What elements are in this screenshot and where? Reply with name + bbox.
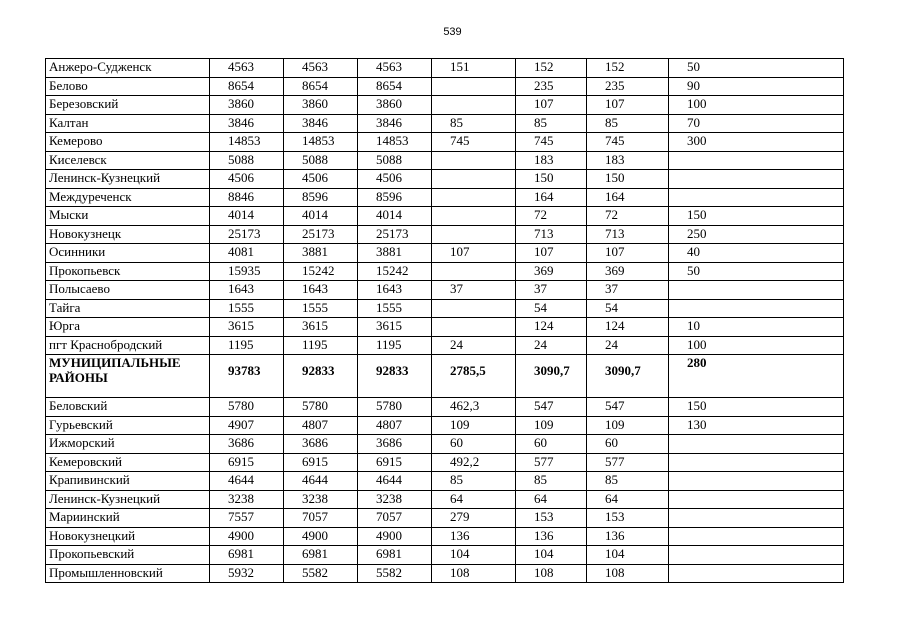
value-cell: 4644: [284, 472, 358, 491]
value-cell: 151: [432, 59, 516, 78]
row-name-cell: Юрга: [46, 318, 210, 337]
data-table: [45, 58, 844, 583]
value-cell: 3615: [358, 318, 432, 337]
value-cell: 6915: [358, 453, 432, 472]
value-cell: 60: [587, 435, 669, 454]
value-cell: 4014: [284, 207, 358, 226]
value-cell: 3860: [284, 96, 358, 115]
value-cell: 3238: [358, 490, 432, 509]
value-cell: 124: [587, 318, 669, 337]
value-cell: 300: [669, 133, 844, 152]
value-cell: 164: [516, 188, 587, 207]
value-cell: 369: [516, 262, 587, 281]
value-cell: 108: [516, 564, 587, 583]
value-cell: 4807: [358, 416, 432, 435]
value-cell: [432, 151, 516, 170]
row-name-cell: Кемеровский: [46, 453, 210, 472]
value-cell: 92833: [358, 355, 432, 398]
row-name-cell: Мыски: [46, 207, 210, 226]
section-row: [46, 355, 844, 398]
value-cell: 107: [587, 244, 669, 263]
table-row: [46, 564, 844, 583]
value-cell: [669, 564, 844, 583]
value-cell: 4807: [284, 416, 358, 435]
value-cell: 100: [669, 96, 844, 115]
value-cell: 14853: [210, 133, 284, 152]
value-cell: 7057: [358, 509, 432, 528]
row-name-cell: Анжеро-Судженск: [46, 59, 210, 78]
value-cell: 107: [432, 244, 516, 263]
table-row: [46, 299, 844, 318]
value-cell: [669, 188, 844, 207]
value-cell: 85: [432, 114, 516, 133]
value-cell: 4900: [210, 527, 284, 546]
value-cell: 64: [432, 490, 516, 509]
value-cell: 462,3: [432, 398, 516, 417]
value-cell: 15242: [358, 262, 432, 281]
value-cell: 1195: [284, 336, 358, 355]
table-row: [46, 509, 844, 528]
value-cell: 107: [516, 96, 587, 115]
value-cell: 150: [516, 170, 587, 189]
row-name-cell: Ленинск-Кузнецкий: [46, 490, 210, 509]
value-cell: 50: [669, 262, 844, 281]
value-cell: 8596: [358, 188, 432, 207]
value-cell: 104: [516, 546, 587, 565]
value-cell: 235: [516, 77, 587, 96]
value-cell: [432, 170, 516, 189]
value-cell: 136: [516, 527, 587, 546]
value-cell: 4563: [210, 59, 284, 78]
value-cell: 64: [587, 490, 669, 509]
value-cell: 3090,7: [587, 355, 669, 398]
row-name-cell: Крапивинский: [46, 472, 210, 491]
value-cell: 5932: [210, 564, 284, 583]
table-row: [46, 490, 844, 509]
value-cell: 109: [587, 416, 669, 435]
table-row: [46, 472, 844, 491]
value-cell: 250: [669, 225, 844, 244]
value-cell: 54: [587, 299, 669, 318]
value-cell: [432, 188, 516, 207]
value-cell: [669, 281, 844, 300]
value-cell: [669, 151, 844, 170]
value-cell: 153: [587, 509, 669, 528]
value-cell: 108: [432, 564, 516, 583]
value-cell: 104: [587, 546, 669, 565]
value-cell: 1643: [358, 281, 432, 300]
table-row: [46, 207, 844, 226]
value-cell: 92833: [284, 355, 358, 398]
value-cell: 4644: [358, 472, 432, 491]
row-name-cell: Ленинск-Кузнецкий: [46, 170, 210, 189]
value-cell: 25173: [210, 225, 284, 244]
value-cell: 4900: [284, 527, 358, 546]
row-name-cell: МУНИЦИПАЛЬНЫЕ РАЙОНЫ: [46, 355, 210, 398]
value-cell: 713: [516, 225, 587, 244]
row-name-cell: Тайга: [46, 299, 210, 318]
value-cell: 37: [432, 281, 516, 300]
value-cell: 3238: [210, 490, 284, 509]
row-name-cell: Междуреченск: [46, 188, 210, 207]
value-cell: 150: [669, 398, 844, 417]
value-cell: [432, 77, 516, 96]
table-row: [46, 244, 844, 263]
value-cell: 3686: [210, 435, 284, 454]
value-cell: 150: [669, 207, 844, 226]
value-cell: 492,2: [432, 453, 516, 472]
table-row: [46, 527, 844, 546]
value-cell: 72: [587, 207, 669, 226]
value-cell: 5088: [284, 151, 358, 170]
value-cell: 107: [516, 244, 587, 263]
page-number: 539: [443, 26, 462, 38]
table-row: [46, 114, 844, 133]
value-cell: 85: [516, 114, 587, 133]
value-cell: 3860: [210, 96, 284, 115]
value-cell: 3090,7: [516, 355, 587, 398]
value-cell: 164: [587, 188, 669, 207]
value-cell: 15242: [284, 262, 358, 281]
row-name-cell: Гурьевский: [46, 416, 210, 435]
value-cell: 3686: [284, 435, 358, 454]
value-cell: 2785,5: [432, 355, 516, 398]
row-name-cell: Осинники: [46, 244, 210, 263]
value-cell: 153: [516, 509, 587, 528]
value-cell: 4506: [358, 170, 432, 189]
value-cell: [432, 318, 516, 337]
value-cell: 107: [587, 96, 669, 115]
value-cell: 90: [669, 77, 844, 96]
value-cell: 54: [516, 299, 587, 318]
row-name-cell: Березовский: [46, 96, 210, 115]
value-cell: 109: [432, 416, 516, 435]
table-row: [46, 262, 844, 281]
value-cell: 1643: [284, 281, 358, 300]
value-cell: 4014: [358, 207, 432, 226]
value-cell: 24: [587, 336, 669, 355]
table-row: [46, 398, 844, 417]
value-cell: 4506: [210, 170, 284, 189]
table-row: [46, 96, 844, 115]
table-row: [46, 336, 844, 355]
value-cell: 152: [516, 59, 587, 78]
value-cell: 3615: [284, 318, 358, 337]
table-row: [46, 435, 844, 454]
value-cell: 124: [516, 318, 587, 337]
value-cell: 25173: [284, 225, 358, 244]
value-cell: 547: [516, 398, 587, 417]
value-cell: 7057: [284, 509, 358, 528]
value-cell: 108: [587, 564, 669, 583]
value-cell: [669, 435, 844, 454]
table-body: [46, 59, 844, 583]
value-cell: 85: [587, 472, 669, 491]
value-cell: [669, 527, 844, 546]
value-cell: 4081: [210, 244, 284, 263]
value-cell: 235: [587, 77, 669, 96]
value-cell: [432, 262, 516, 281]
value-cell: 183: [587, 151, 669, 170]
value-cell: [669, 509, 844, 528]
value-cell: [669, 546, 844, 565]
value-cell: 183: [516, 151, 587, 170]
row-name-cell: Прокопьевский: [46, 546, 210, 565]
table-row: [46, 546, 844, 565]
row-name-cell: Белово: [46, 77, 210, 96]
row-name-cell: Полысаево: [46, 281, 210, 300]
value-cell: 577: [516, 453, 587, 472]
value-cell: 100: [669, 336, 844, 355]
value-cell: [669, 170, 844, 189]
value-cell: 1195: [358, 336, 432, 355]
row-name-cell: Новокузнецк: [46, 225, 210, 244]
value-cell: [432, 96, 516, 115]
value-cell: 547: [587, 398, 669, 417]
value-cell: 1555: [210, 299, 284, 318]
value-cell: 60: [432, 435, 516, 454]
value-cell: [432, 225, 516, 244]
row-name-cell: Кемерово: [46, 133, 210, 152]
value-cell: 1643: [210, 281, 284, 300]
value-cell: 3881: [358, 244, 432, 263]
value-cell: 5780: [358, 398, 432, 417]
table-row: [46, 77, 844, 96]
value-cell: 85: [432, 472, 516, 491]
value-cell: 136: [587, 527, 669, 546]
value-cell: 6915: [210, 453, 284, 472]
table-row: [46, 225, 844, 244]
value-cell: 3686: [358, 435, 432, 454]
table-row: [46, 59, 844, 78]
value-cell: 745: [587, 133, 669, 152]
value-cell: 8654: [358, 77, 432, 96]
value-cell: 25173: [358, 225, 432, 244]
value-cell: 37: [516, 281, 587, 300]
row-name-cell: Беловский: [46, 398, 210, 417]
value-cell: 7557: [210, 509, 284, 528]
value-cell: 4506: [284, 170, 358, 189]
value-cell: 6915: [284, 453, 358, 472]
value-cell: 3846: [210, 114, 284, 133]
value-cell: 3881: [284, 244, 358, 263]
value-cell: 3615: [210, 318, 284, 337]
row-name-cell: Прокопьевск: [46, 262, 210, 281]
value-cell: 40: [669, 244, 844, 263]
value-cell: 5088: [210, 151, 284, 170]
value-cell: 3846: [284, 114, 358, 133]
value-cell: 745: [516, 133, 587, 152]
value-cell: [669, 453, 844, 472]
value-cell: 1195: [210, 336, 284, 355]
value-cell: 6981: [210, 546, 284, 565]
table-row: [46, 281, 844, 300]
table-row: [46, 170, 844, 189]
value-cell: [432, 299, 516, 318]
table-row: [46, 151, 844, 170]
value-cell: 85: [516, 472, 587, 491]
table-row: [46, 453, 844, 472]
value-cell: 279: [432, 509, 516, 528]
value-cell: 4907: [210, 416, 284, 435]
value-cell: 4014: [210, 207, 284, 226]
table-row: [46, 416, 844, 435]
value-cell: 150: [587, 170, 669, 189]
value-cell: 1555: [284, 299, 358, 318]
value-cell: 4563: [358, 59, 432, 78]
row-name-cell: Ижморский: [46, 435, 210, 454]
value-cell: 6981: [358, 546, 432, 565]
value-cell: 8596: [284, 188, 358, 207]
value-cell: 14853: [284, 133, 358, 152]
value-cell: 10: [669, 318, 844, 337]
row-name-cell: Новокузнецкий: [46, 527, 210, 546]
table-row: [46, 188, 844, 207]
value-cell: 8846: [210, 188, 284, 207]
value-cell: 4644: [210, 472, 284, 491]
value-cell: 713: [587, 225, 669, 244]
value-cell: 3238: [284, 490, 358, 509]
value-cell: 5582: [358, 564, 432, 583]
table-row: [46, 318, 844, 337]
value-cell: 577: [587, 453, 669, 472]
value-cell: 14853: [358, 133, 432, 152]
value-cell: [669, 490, 844, 509]
value-cell: 24: [432, 336, 516, 355]
value-cell: 3860: [358, 96, 432, 115]
value-cell: 85: [587, 114, 669, 133]
value-cell: 70: [669, 114, 844, 133]
value-cell: 5088: [358, 151, 432, 170]
row-name-cell: Мариинский: [46, 509, 210, 528]
value-cell: 4900: [358, 527, 432, 546]
value-cell: 50: [669, 59, 844, 78]
value-cell: 64: [516, 490, 587, 509]
row-name-cell: Калтан: [46, 114, 210, 133]
value-cell: 3846: [358, 114, 432, 133]
value-cell: 5780: [284, 398, 358, 417]
value-cell: 136: [432, 527, 516, 546]
value-cell: 745: [432, 133, 516, 152]
value-cell: 6981: [284, 546, 358, 565]
value-cell: 109: [516, 416, 587, 435]
value-cell: 130: [669, 416, 844, 435]
value-cell: 4563: [284, 59, 358, 78]
value-cell: 37: [587, 281, 669, 300]
value-cell: [669, 472, 844, 491]
value-cell: 24: [516, 336, 587, 355]
value-cell: 60: [516, 435, 587, 454]
value-cell: 280: [669, 355, 844, 398]
value-cell: 5780: [210, 398, 284, 417]
value-cell: 152: [587, 59, 669, 78]
row-name-cell: Промышленновский: [46, 564, 210, 583]
value-cell: 8654: [210, 77, 284, 96]
value-cell: [432, 207, 516, 226]
table-row: [46, 133, 844, 152]
value-cell: 8654: [284, 77, 358, 96]
value-cell: 104: [432, 546, 516, 565]
value-cell: 369: [587, 262, 669, 281]
value-cell: 72: [516, 207, 587, 226]
value-cell: 93783: [210, 355, 284, 398]
value-cell: 1555: [358, 299, 432, 318]
value-cell: 5582: [284, 564, 358, 583]
value-cell: [669, 299, 844, 318]
value-cell: 15935: [210, 262, 284, 281]
row-name-cell: Киселевск: [46, 151, 210, 170]
row-name-cell: пгт Краснобродский: [46, 336, 210, 355]
